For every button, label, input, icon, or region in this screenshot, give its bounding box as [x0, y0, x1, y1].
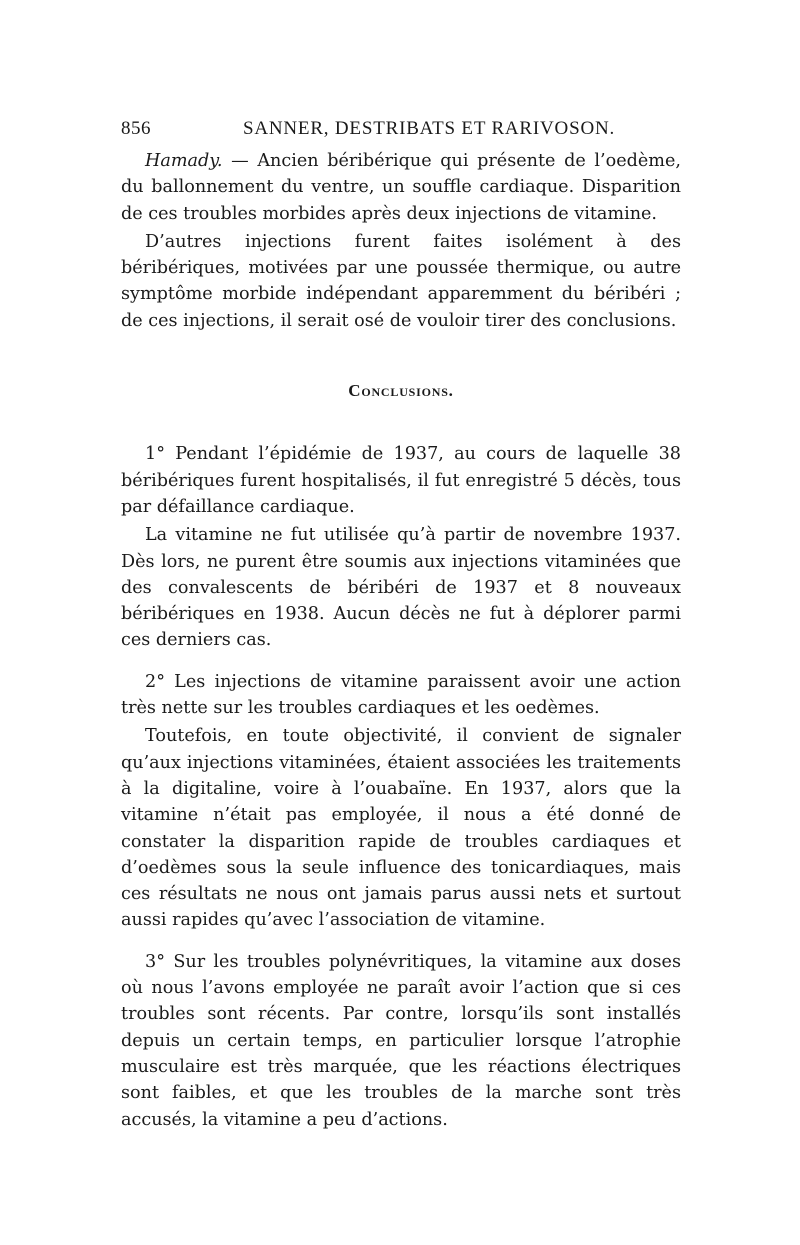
conclusion-2: 2° Les injections de vitamine paraissent avoir une action très nette sur les troubles cardiaques et les oedèmes. [121, 671, 681, 719]
patient-name: Hamady. [145, 151, 223, 171]
body-text [121, 148, 681, 1133]
conclusion-2-continued: Toutefois, en toute objectivité, il convient de signaler qu’aux injections vitaminées, étaient associées les traitements à la digitaline, voire à l’ouabaïne. En 1937, alors que la vitamine n’était pas employée, il nous a été donné de constater la disparition rapide de troubles cardiaques et d’oedèmes sous la seule influence des tonicardiaques, mais ces résultats ne nous ont jamais parus aussi nets et surtout aussi rapides qu’avec l’association de vitamine. [121, 726, 681, 931]
paragraph-hamady-text: — Ancien béribérique qui présente de l’oedème, du ballonnement du ventre, un souffle cardiaque. Disparition de ces troubles morbides après deux injections de vitamine. [121, 151, 681, 224]
paragraph-other-injections: D’autres injections furent faites isolément à des béribériques, motivées par une poussée thermique, ou autre symptôme morbide indépendant apparemment du béribéri ; de ces injections, il serait osé de vouloir tirer des conclusions. [121, 231, 681, 331]
conclusion-1-continued: La vitamine ne fut utilisée qu’à partir de novembre 1937. Dès lors, ne purent être soumis aux injections vitaminées que des convalescents de béribéri de 1937 et 8 nouveaux béribériques en 1938. Aucun décès ne fut à déplorer parmi ces derniers cas. [121, 525, 681, 651]
paragraph-hamady [121, 148, 681, 227]
conclusion-3: 3° Sur les troubles polynévritiques, la vitamine aux doses où nous l’avons employée ne paraît avoir l’action que si ces troubles sont récents. Par contre, lorsqu’ils sont installés depuis un certain temps, en particulier lorsque l’atrophie musculaire est très marquée, que les réactions électriques sont faibles, et que les troubles de la marche sont très accusés, la vitamine a peu d’actions. [121, 951, 681, 1130]
running-title: SANNER, DESTRIBATS ET RARIVOSON. [243, 118, 616, 139]
running-header [121, 112, 681, 146]
book-page [121, 112, 681, 1133]
conclusion-1: 1° Pendant l’épidémie de 1937, au cours de laquelle 38 béribériques furent hospitalisés, il fut enregistré 5 décès, tous par défaillance cardiaque. [121, 444, 681, 517]
page-number: 856 [121, 118, 151, 139]
section-title: Conclusions. [348, 381, 454, 401]
